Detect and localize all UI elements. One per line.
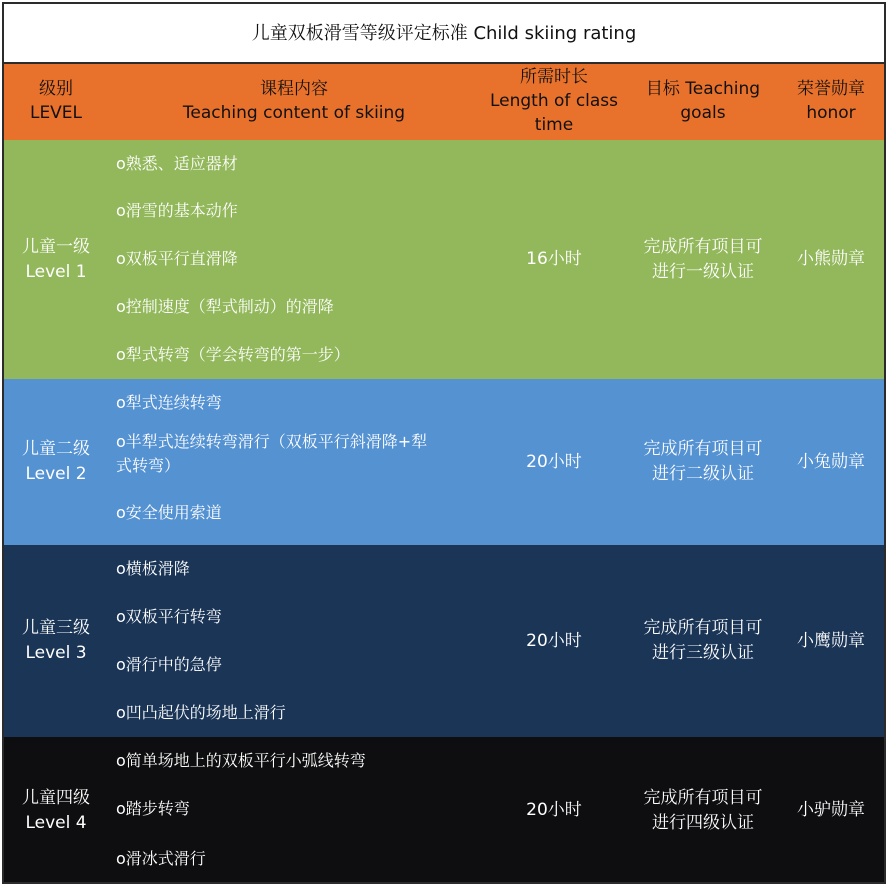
level-4-goal: 完成所有项目可 进行四级认证 (630, 737, 778, 884)
level-2-honor: 小兔勋章 (776, 379, 886, 547)
header-goals: 目标 Teaching goals (630, 62, 778, 142)
level-1-item-3: o双板平行直滑降 (110, 235, 480, 285)
level-1-goal: 完成所有项目可 进行一级认证 (630, 140, 778, 381)
level-4-honor: 小驴勋章 (776, 737, 886, 884)
level-3-goal: 完成所有项目可 进行三级认证 (630, 545, 778, 739)
header-level: 级别 LEVEL (2, 62, 112, 142)
level-3-item-2: o双板平行转弯 (110, 593, 480, 643)
level-2-item-2: o半犁式连续转弯滑行（双板平行斜滑降+犁 式转弯） (110, 427, 480, 483)
level-1-hours: 16小时 (478, 140, 632, 381)
level-3-item-3: o滑行中的急停 (110, 641, 480, 691)
level-1-item-2: o滑雪的基本动作 (110, 187, 480, 237)
level-4-item-3: o滑冰式滑行 (110, 833, 480, 884)
level-2-goal: 完成所有项目可 进行二级认证 (630, 379, 778, 547)
level-4-name: 儿童四级 Level 4 (2, 737, 112, 884)
level-2-item-3: o安全使用索道 (110, 481, 480, 547)
level-1-item-4: o控制速度（犁式制动）的滑降 (110, 283, 480, 333)
level-1-item-5: o犁式转弯（学会转弯的第一步） (110, 331, 480, 381)
level-3-item-4: o凹凸起伏的场地上滑行 (110, 689, 480, 739)
level-3-item-1: o横板滑降 (110, 545, 480, 595)
level-2-item-1: o犁式连续转弯 (110, 379, 480, 429)
level-4-item-2: o踏步转弯 (110, 785, 480, 835)
level-1-honor: 小熊勋章 (776, 140, 886, 381)
table-title: 儿童双板滑雪等级评定标准 Child skiing rating (2, 2, 886, 64)
level-4-item-1: o简单场地上的双板平行小弧线转弯 (110, 737, 480, 787)
level-3-hours: 20小时 (478, 545, 632, 739)
level-2-hours: 20小时 (478, 379, 632, 547)
level-3-honor: 小鹰勋章 (776, 545, 886, 739)
level-3-name: 儿童三级 Level 3 (2, 545, 112, 739)
level-1-name: 儿童一级 Level 1 (2, 140, 112, 381)
header-content: 课程内容 Teaching content of skiing (110, 62, 480, 142)
header-honor: 荣誉勋章 honor (776, 62, 886, 142)
level-2-name: 儿童二级 Level 2 (2, 379, 112, 547)
level-1-item-1: o熟悉、适应器材 (110, 140, 480, 189)
level-4-hours: 20小时 (478, 737, 632, 884)
header-length: 所需时长 Length of class time (478, 62, 632, 142)
